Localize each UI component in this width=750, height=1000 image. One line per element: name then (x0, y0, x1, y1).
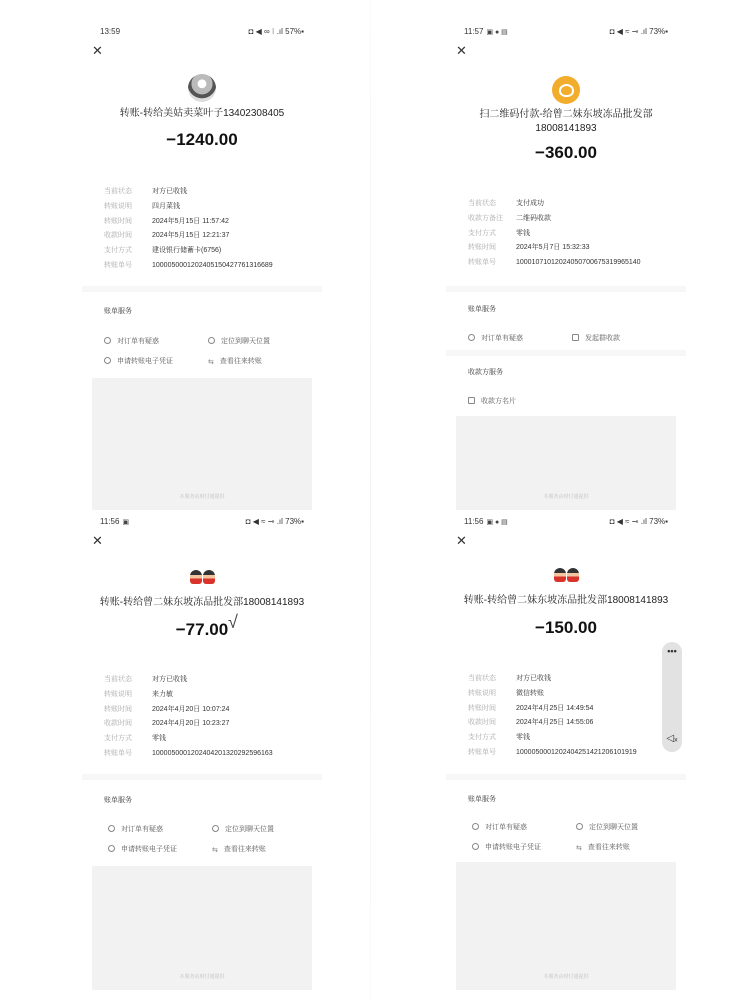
floating-toolbar (662, 642, 682, 752)
detail-value: 零钱 (516, 229, 530, 237)
status-icons: ◘ ◀ ∞ ⁝ .ıl 57%▪ (248, 27, 304, 36)
detail-label: 转账单号 (104, 749, 132, 757)
notification-icons: ▣ ● ▤ (486, 29, 508, 36)
bill-services-title: 账单服务 (104, 308, 132, 315)
status-bar (82, 18, 322, 42)
status-bar (446, 18, 686, 42)
e-voucher-link[interactable]: 申请转账电子凭证 (472, 842, 541, 852)
close-icon[interactable]: ✕ (92, 43, 103, 58)
amount: −77.00 (175, 620, 229, 639)
detail-value: 2024年4月25日 14:49:54 (516, 704, 594, 712)
mute-icon[interactable]: ◁ₓ (666, 733, 678, 744)
more-options-icon[interactable]: ••• (667, 646, 677, 656)
detail-row (104, 717, 312, 732)
blank-area (456, 862, 676, 990)
transfer-receipt-screen (446, 508, 686, 990)
status-bar (446, 508, 686, 532)
question-icon (468, 334, 475, 341)
bill-services-title: 账单服务 (468, 796, 496, 803)
detail-value: 对方已收钱 (152, 676, 187, 683)
transfer-history-link[interactable]: ⇆ 查看往来转账 (208, 358, 262, 366)
detail-label: 支付方式 (104, 735, 132, 743)
detail-label: 转账时间 (104, 217, 132, 225)
detail-label: 收款时间 (468, 719, 496, 727)
transfer-history-link[interactable]: ⇆ 查看往来转账 (576, 844, 630, 852)
detail-list (104, 673, 312, 762)
detail-row (468, 227, 676, 242)
detail-label: 当前状态 (468, 200, 496, 207)
qr-payment-receipt-screen (446, 18, 686, 510)
detail-label: 收款时间 (104, 720, 132, 728)
detail-row (468, 687, 676, 702)
chat-bubble-icon (208, 337, 215, 344)
order-question-link[interactable]: 对订单有疑惑 (108, 824, 163, 834)
swap-arrows-icon: ⇆ (208, 359, 214, 366)
detail-row (104, 200, 312, 215)
notification-icons: ▣ (122, 519, 130, 526)
e-voucher-link[interactable]: 申请转账电子凭证 (108, 844, 177, 854)
detail-label: 收款时间 (104, 232, 132, 240)
detail-value: 1000050001202405150427761316689 (152, 261, 273, 269)
section-divider (446, 286, 686, 292)
detail-label: 转账说明 (104, 690, 132, 698)
detail-list (468, 672, 676, 761)
status-time: 11:56 ▣ ● ▤ (464, 517, 508, 526)
order-question-link[interactable]: 对订单有疑惑 (468, 333, 523, 343)
detail-value: 建设银行储蓄卡(6756) (152, 247, 222, 255)
status-icons: ◘ ◀ ≈ ⊸ .ıl 73%▪ (609, 27, 668, 36)
detail-value: 二维码收款 (516, 214, 551, 222)
payee-avatar (188, 563, 216, 591)
close-icon[interactable]: ✕ (456, 43, 467, 58)
swap-arrows-icon: ⇆ (576, 845, 582, 852)
notification-icons: ▣ ● ▤ (486, 519, 508, 526)
blank-area (92, 378, 312, 510)
detail-row (468, 256, 676, 271)
group-collect-icon (572, 334, 579, 341)
amount: −360.00 (535, 143, 597, 162)
bill-services-title: 账单服务 (104, 797, 132, 804)
order-question-link[interactable]: 对订单有疑惑 (472, 822, 527, 832)
detail-label: 支付方式 (104, 247, 132, 255)
transfer-receipt-screen (82, 508, 322, 990)
detail-label: 收款方备注 (468, 214, 503, 222)
status-icons: ◘ ◀ ≈ ⊸ .ıl 73%▪ (245, 517, 304, 526)
detail-row (468, 672, 676, 687)
transfer-history-link[interactable]: ⇆ 查看往来转账 (212, 846, 266, 854)
detail-row (104, 185, 312, 200)
detail-list (104, 185, 312, 274)
question-icon (472, 823, 479, 830)
voucher-icon (472, 843, 479, 850)
detail-label: 当前状态 (468, 675, 496, 682)
section-divider (446, 350, 686, 356)
payee-title: 转账-转给曾二妹东坡冻品批发部18008141893 (99, 597, 305, 608)
service-footer: 本服务由财付通提供 (179, 494, 225, 500)
section-divider (446, 774, 686, 780)
money-bag-icon (552, 76, 580, 104)
detail-row (468, 212, 676, 227)
locate-chat-link[interactable]: 定位到聊天位置 (576, 822, 638, 832)
detail-value: 1000050001202404251421206101919 (516, 748, 637, 756)
payee-title: 转账-转给曾二妹东坡冻品批发部18008141893 (463, 595, 669, 606)
detail-value: 2024年5月7日 15:32:33 (516, 244, 590, 252)
detail-label: 转账时间 (468, 704, 496, 712)
handwritten-check-mark: √ (228, 612, 238, 632)
detail-value: 支付成功 (516, 200, 544, 207)
detail-label: 转账单号 (468, 748, 496, 756)
section-divider (82, 286, 322, 292)
detail-label: 转账时间 (104, 705, 132, 713)
question-icon (104, 337, 111, 344)
payee-avatar (552, 561, 580, 589)
detail-value: 2024年4月20日 10:07:24 (152, 705, 230, 713)
detail-label: 支付方式 (468, 734, 496, 742)
detail-label: 转账时间 (468, 244, 496, 252)
detail-label: 转账说明 (468, 689, 496, 697)
voucher-icon (104, 357, 111, 364)
close-icon[interactable]: ✕ (456, 533, 467, 548)
status-bar (82, 508, 322, 532)
status-time: 11:56 ▣ (100, 517, 130, 526)
detail-value: 四月菜钱 (152, 202, 180, 210)
detail-value: 对方已收钱 (152, 188, 187, 195)
chat-bubble-icon (576, 823, 583, 830)
detail-value: 2024年5月15日 12:21:37 (152, 232, 230, 240)
question-icon (108, 825, 115, 832)
status-time: 11:57 ▣ ● ▤ (464, 27, 508, 36)
detail-label: 当前状态 (104, 676, 132, 683)
order-question-link[interactable]: 对订单有疑惑 (104, 336, 159, 346)
detail-row (468, 241, 676, 256)
transfer-receipt-screen (82, 18, 322, 510)
detail-row (104, 229, 312, 244)
detail-label: 当前状态 (104, 188, 132, 195)
detail-value: 零钱 (152, 735, 166, 743)
detail-value: 对方已收钱 (516, 675, 551, 682)
blank-area (456, 416, 676, 510)
amount: −1240.00 (166, 130, 238, 149)
detail-row (104, 732, 312, 747)
locate-chat-link[interactable]: 定位到聊天位置 (208, 336, 270, 346)
close-icon[interactable]: ✕ (92, 533, 103, 548)
detail-label: 转账说明 (104, 202, 132, 210)
detail-value: 来力敏 (152, 690, 173, 698)
detail-row (104, 747, 312, 762)
group-collect-link[interactable]: 发起群收款 (572, 333, 620, 343)
payee-title: 扫二维码付款-给曾二妹东坡冻品批发部 18008141893 (479, 109, 653, 134)
detail-row (468, 197, 676, 212)
blank-area (92, 866, 312, 990)
detail-value: 2024年5月15日 11:57:42 (152, 217, 229, 225)
detail-row (104, 259, 312, 274)
section-divider (82, 774, 322, 780)
detail-label: 转账单号 (104, 261, 132, 269)
detail-value: 1000050001202404201320292596163 (152, 749, 273, 757)
scan-fold-line (370, 0, 371, 1000)
e-voucher-link[interactable]: 申请转账电子凭证 (104, 356, 173, 366)
chat-bubble-icon (212, 825, 219, 832)
detail-value: 10001071012024050700675319965140 (516, 259, 641, 267)
business-card-icon (468, 397, 475, 404)
detail-row (468, 702, 676, 717)
locate-chat-link[interactable]: 定位到聊天位置 (212, 824, 274, 834)
detail-label: 支付方式 (468, 229, 496, 237)
detail-value: 2024年4月25日 14:55:06 (516, 719, 594, 727)
detail-value: 微信转账 (516, 689, 544, 697)
detail-row (104, 215, 312, 230)
detail-label: 转账单号 (468, 259, 496, 267)
service-footer: 本服务由财付通提供 (543, 974, 589, 980)
detail-row (468, 746, 676, 761)
detail-row (104, 703, 312, 718)
swap-arrows-icon: ⇆ (212, 847, 218, 854)
payee-avatar (188, 74, 216, 102)
detail-row (468, 716, 676, 731)
detail-row (104, 688, 312, 703)
detail-row (468, 731, 676, 746)
detail-row (104, 244, 312, 259)
payee-services-title: 收款方服务 (468, 369, 503, 376)
amount: −150.00 (535, 618, 597, 637)
status-icons: ◘ ◀ ≈ ⊸ .ıl 73%▪ (609, 517, 668, 526)
detail-value: 零钱 (516, 734, 530, 742)
payee-card-link[interactable]: 收款方名片 (468, 396, 516, 406)
service-footer: 本服务由财付通提供 (543, 494, 589, 500)
payee-title: 转账-转给美姑卖菜叶子13402308405 (119, 108, 285, 119)
voucher-icon (108, 845, 115, 852)
service-footer: 本服务由财付通提供 (179, 974, 225, 980)
detail-row (104, 673, 312, 688)
detail-value: 2024年4月20日 10:23:27 (152, 720, 230, 728)
status-time: 13:59 (100, 27, 121, 36)
detail-list (468, 197, 676, 271)
bill-services-title: 账单服务 (468, 306, 496, 313)
